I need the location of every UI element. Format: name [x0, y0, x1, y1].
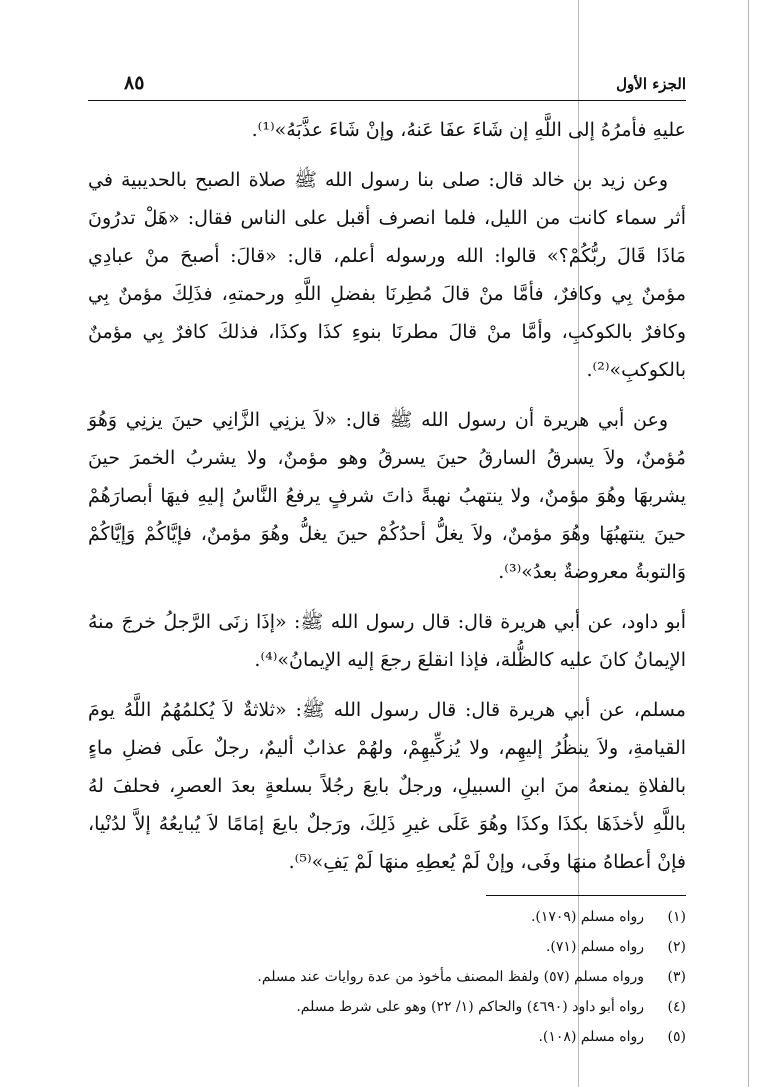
running-title: الجزء الأول [616, 75, 686, 93]
scan-edge-line [748, 0, 749, 1087]
footnote [88, 962, 686, 992]
footnote-number: (٤) [667, 999, 686, 1015]
footnote [88, 902, 686, 932]
page-number: ٨٥ [124, 72, 145, 94]
footnote [88, 932, 686, 962]
footnotes [88, 902, 686, 1052]
paragraph: وعن أبي هريرة أن رسول الله ﷺ قال: «لاَ يزنِي الزَّانِي حينَ يزنِي وَهُوَ مُؤمنٌ، ولاَ يسرقُ السارقُ حينَ يسرقُ وهو مؤمنٌ، ولا يشربُ الخمرَ حينَ يشربهَا وهُوَ مؤمنٌ، ولا ينتهبُ نهبةً ذاتَ شرفٍ يرفعُ النَّاسُ إليهِ فيهَا أبصارَهُمْ حينَ ينتهبُهَا وهُوَ مؤمنٌ، ولاَ يغلُّ أحدُكُمْ حينَ يغلُّ وهُوَ مؤمنٌ، فإيَّاكُمْ وَإيَّاكُمْ وَالتوبةُ معروضةٌ بعدُ»⁽³⁾. [88, 409, 686, 583]
footnote-text: رواه مسلم (١٠٨). [538, 1029, 644, 1045]
footnote-text: رواه مسلم (١٧٠٩). [530, 909, 644, 925]
footnote-rule [486, 895, 686, 896]
footnote-number: (١) [667, 909, 686, 925]
footnote-number: (٥) [667, 1029, 686, 1045]
paragraph: مسلم، عن أبي هريرة قال: قال رسول الله ﷺ: «ثلاثةٌ لاَ يُكلمُهُمُ اللَّهُ يومَ القيامةِ، ولاَ ينظُرُ إليهِم، ولا يُزكِّيهِمْ، ولهُمْ عذابٌ أليمٌ، رجلٌ علَى فضلِ ماءٍ بالفلاةِ يمنعهُ منَ ابنِ السبيلِ، ورجلٌ بايعَ رجُلاً بسلعةٍ بعدَ العصرِ، فحلفَ لهُ باللَّهِ لأخذَهَا بكذَا وكذَا وهُوَ عَلَى غيرِ ذَلِكَ، ورَجلٌ بايعَ إمَامًا لاَ يُبايعُهُ إلاَّ لدُنْيا، فإنْ أعطاهُ منهَا وفَى، وإنْ لَمْ يُعطِهِ منهَا لَمْ يَفِ»⁽⁵⁾. [88, 699, 686, 873]
paragraph: وعن زيد بن خالد قال: صلى بنا رسول الله ﷺ صلاة الصبح بالحديبية في أثر سماء كانت من الليل، فلما انصرف أقبل على الناس فقال: «هَلْ تدرُونَ مَاذَا قَالَ ربُّكُمْ؟» قالوا: الله ورسوله أعلم، قال: «قالَ: أصبحَ منْ عبادِي مؤمنٌ بِي وكافرٌ، فأمَّا منْ قالَ مُطِرنَا بفضلِ اللَّهِ ورحمتهِ، فذَلِكَ مؤمنٌ بِي وكافرٌ بالكوكبِ، وأمَّا منْ قالَ مطرنَا بنوءِ كذَا وكذَا، فذلكَ كافرٌ بِي مؤمنٌ بالكوكبِ»⁽²⁾. [88, 169, 686, 381]
footnote-number: (٢) [667, 939, 686, 955]
footnote [88, 992, 686, 1022]
header-rule [88, 100, 686, 101]
running-header [88, 72, 686, 96]
paragraph: عليهِ فأمرُهُ إلى اللَّهِ إن شَاءَ عفَا عَنهُ، وإنْ شَاءَ عذَّبَهُ»⁽¹⁾. [251, 119, 686, 141]
main-text [88, 111, 686, 881]
paragraph: أبو داود، عن أبي هريرة قال: قال رسول الله ﷺ: «إذَا زنَى الرَّجلُ خرجَ منهُ الإيمانُ كانَ عليه كالظُّلة، فإذا انقلعَ رجعَ إليه الإيمانُ»⁽⁴⁾. [88, 611, 686, 671]
footnote-number: (٣) [667, 969, 686, 985]
footnote-text: ورواه مسلم (٥٧) ولفظ المصنف مأخوذ من عدة روايات عند مسلم. [257, 969, 644, 985]
footnote [88, 1022, 686, 1052]
book-page [88, 72, 686, 1052]
footnote-text: رواه مسلم (٧١). [545, 939, 644, 955]
footnote-text: رواه أبو داود (٤٦٩٠) والحاكم (١/ ٢٢) وهو على شرط مسلم. [296, 999, 644, 1015]
